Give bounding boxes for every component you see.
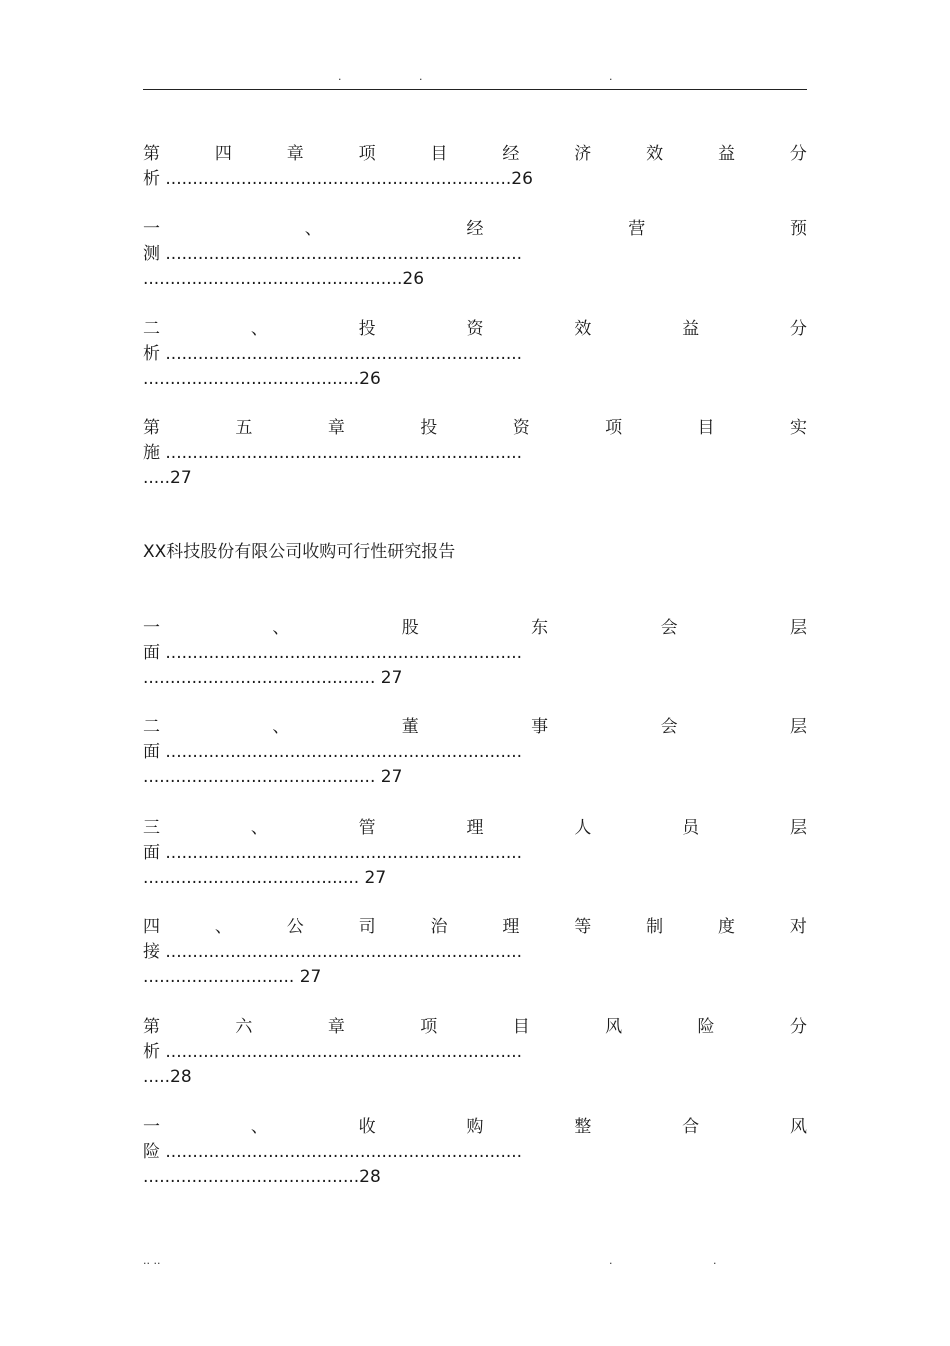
toc-entry-integration-risk[interactable] — [143, 1115, 807, 1190]
toc-entry-heading — [143, 142, 807, 167]
heading-char: 效 — [574, 319, 592, 339]
toc-entry-chapter-6[interactable] — [143, 1015, 807, 1090]
toc-entry-heading — [143, 616, 807, 641]
heading-char: 分 — [789, 144, 807, 164]
heading-char: 营 — [628, 219, 646, 239]
toc-leader-line: 施 .................................................................. — [143, 443, 523, 463]
toc-leader-line: ................................................26 — [143, 269, 425, 289]
heading-char: 第 — [143, 1017, 160, 1037]
heading-char: 层 — [789, 717, 807, 737]
toc-leader-line: 面 .................................................................. — [143, 643, 523, 663]
toc-leader-line: 析 ................................................................26 — [143, 169, 533, 189]
heading-char: 、 — [272, 717, 290, 737]
heading-char: 事 — [531, 717, 549, 737]
toc-entry-board-level[interactable] — [143, 715, 807, 790]
header-rule — [143, 89, 807, 90]
heading-char: 、 — [250, 319, 268, 339]
heading-char: 度 — [718, 917, 735, 937]
heading-char: 六 — [235, 1017, 253, 1037]
heading-char: 层 — [789, 818, 807, 838]
heading-char: 一 — [143, 1117, 160, 1137]
footer-dot: . — [713, 1254, 717, 1267]
heading-char: 理 — [502, 917, 520, 937]
heading-char: 分 — [789, 319, 807, 339]
heading-char: 投 — [358, 319, 376, 339]
page-footer-marks — [0, 1254, 950, 1270]
toc-entry-heading — [143, 715, 807, 740]
toc-entry-management-level[interactable] — [143, 816, 807, 891]
toc-leader-line: 接 .................................................................. — [143, 942, 523, 962]
heading-char: 一 — [143, 618, 160, 638]
heading-char: 合 — [682, 1117, 700, 1137]
header-dot: . — [419, 70, 423, 83]
toc-leader-line: 析 .................................................................. — [143, 344, 523, 364]
toc-leader-line: ........................................ 27 — [143, 868, 387, 888]
toc-leader-line: 析 .................................................................. — [143, 1042, 523, 1062]
heading-char: 公 — [286, 917, 304, 937]
toc-entry-chapter-4[interactable] — [143, 142, 807, 192]
heading-char: 预 — [790, 219, 807, 239]
toc-entry-heading — [143, 915, 807, 940]
heading-char: 四 — [214, 144, 232, 164]
heading-char: 济 — [574, 144, 592, 164]
heading-char: 章 — [286, 144, 304, 164]
toc-leader-line: ........................................... 27 — [143, 668, 403, 688]
heading-char: 益 — [718, 144, 735, 164]
heading-char: 经 — [502, 144, 520, 164]
heading-char: 员 — [682, 818, 700, 838]
heading-char: 第 — [143, 418, 160, 438]
toc-entry-heading — [143, 416, 807, 441]
heading-char: 、 — [250, 818, 268, 838]
heading-char: 目 — [697, 418, 715, 438]
heading-char: 第 — [143, 144, 160, 164]
heading-char: 会 — [660, 717, 678, 737]
toc-leader-line: ........................................28 — [143, 1167, 381, 1187]
heading-char: 人 — [574, 818, 592, 838]
toc-entry-governance-integration[interactable] — [143, 915, 807, 990]
toc-entry-chapter-5[interactable] — [143, 416, 807, 491]
heading-char: 项 — [358, 144, 376, 164]
heading-char: 、 — [304, 219, 322, 239]
page-header-dots — [0, 70, 950, 86]
heading-char: 会 — [660, 618, 678, 638]
heading-char: 治 — [430, 917, 448, 937]
toc-entry-investment-benefit[interactable] — [143, 317, 807, 392]
header-dot: . — [338, 70, 342, 83]
heading-char: 章 — [327, 418, 345, 438]
heading-char: 整 — [574, 1117, 592, 1137]
heading-char: 、 — [272, 618, 290, 638]
footer-dot: . — [609, 1254, 613, 1267]
header-dot: . — [609, 70, 613, 83]
toc-entry-heading — [143, 1015, 807, 1040]
toc-leader-line: ............................ 27 — [143, 967, 322, 987]
heading-char: 二 — [143, 717, 160, 737]
toc-leader-line: ........................................... 27 — [143, 767, 403, 787]
footer-left-mark: .. .. — [143, 1254, 161, 1267]
heading-char: 层 — [789, 618, 807, 638]
heading-char: 资 — [466, 319, 484, 339]
heading-char: 项 — [420, 1017, 438, 1037]
heading-char: 资 — [512, 418, 530, 438]
heading-char: 董 — [401, 717, 419, 737]
heading-char: 理 — [466, 818, 484, 838]
toc-leader-line: .....27 — [143, 468, 192, 488]
heading-char: 目 — [512, 1017, 530, 1037]
heading-char: 、 — [250, 1117, 268, 1137]
heading-char: 益 — [682, 319, 700, 339]
heading-char: 管 — [358, 818, 376, 838]
heading-char: 章 — [327, 1017, 345, 1037]
document-title: XX科技股份有限公司收购可行性研究报告 — [143, 542, 456, 562]
heading-char: 一 — [143, 219, 160, 239]
heading-char: 风 — [789, 1117, 807, 1137]
heading-char: 购 — [466, 1117, 484, 1137]
heading-char: 、 — [214, 917, 232, 937]
heading-char: 三 — [143, 818, 160, 838]
heading-char: 收 — [358, 1117, 376, 1137]
toc-entry-heading — [143, 217, 807, 242]
heading-char: 制 — [646, 917, 664, 937]
toc-leader-line: 测 .................................................................. — [143, 244, 523, 264]
heading-char: 东 — [531, 618, 549, 638]
heading-char: 二 — [143, 319, 160, 339]
heading-char: 分 — [789, 1017, 807, 1037]
toc-leader-line: .....28 — [143, 1067, 192, 1087]
heading-char: 对 — [789, 917, 807, 937]
heading-char: 司 — [358, 917, 376, 937]
heading-char: 等 — [574, 917, 592, 937]
heading-char: 风 — [605, 1017, 623, 1037]
heading-char: 经 — [466, 219, 484, 239]
heading-char: 四 — [143, 917, 160, 937]
heading-char: 项 — [605, 418, 623, 438]
heading-char: 股 — [401, 618, 419, 638]
heading-char: 目 — [430, 144, 448, 164]
heading-char: 险 — [697, 1017, 715, 1037]
toc-entry-heading — [143, 1115, 807, 1140]
toc-leader-line: 面 .................................................................. — [143, 843, 523, 863]
toc-entry-shareholders-level[interactable] — [143, 616, 807, 691]
toc-entry-heading — [143, 816, 807, 841]
heading-char: 投 — [420, 418, 438, 438]
heading-char: 五 — [235, 418, 253, 438]
toc-entry-heading — [143, 317, 807, 342]
toc-leader-line: 面 .................................................................. — [143, 742, 523, 762]
toc-leader-line: ........................................26 — [143, 369, 381, 389]
toc-entry-operating-forecast[interactable] — [143, 217, 807, 292]
heading-char: 实 — [789, 418, 807, 438]
toc-leader-line: 险 .................................................................. — [143, 1142, 523, 1162]
heading-char: 效 — [646, 144, 664, 164]
